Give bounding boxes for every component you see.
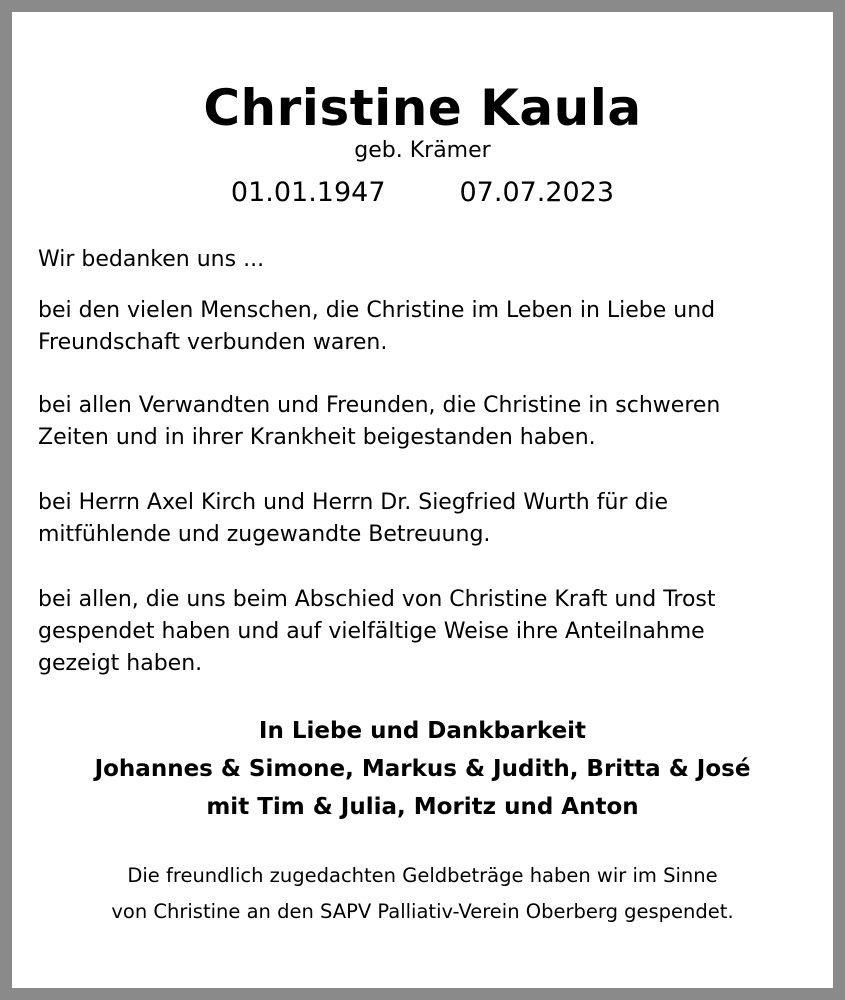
paragraph-line: gespendet haben und auf vielfältige Weise ihre Anteilnahme (38, 619, 705, 644)
paragraph-line: bei Herrn Axel Kirch und Herrn Dr. Siegfried Wurth für die (38, 490, 669, 515)
paragraph-line: bei den vielen Menschen, die Christine im Leben in Liebe und (38, 298, 716, 323)
thanks-intro: Wir bedanken uns ... (38, 247, 265, 272)
family-names: Johannes & Simone, Markus & Judith, Britta & José (94, 756, 751, 782)
death-date: 07.07.2023 (459, 177, 615, 208)
donation-note-line: von Christine an den SAPV Palliativ-Verein Oberberg gespendet. (111, 900, 734, 923)
family-names: mit Tim & Julia, Moritz und Anton (206, 794, 639, 820)
paragraph-line: Zeiten und in ihrer Krankheit beigestanden haben. (38, 425, 596, 450)
paragraph-line: Freundschaft verbunden waren. (38, 330, 388, 355)
thanks-paragraph (38, 390, 818, 454)
thanks-paragraph (38, 295, 818, 359)
paragraph-line: bei allen, die uns beim Abschied von Christine Kraft und Trost (38, 587, 716, 612)
maiden-name: geb. Krämer (354, 138, 491, 163)
birth-date: 01.01.1947 (230, 177, 386, 208)
donation-note-line: Die freundlich zugedachten Geldbeträge haben wir im Sinne (127, 864, 718, 887)
thanks-paragraph (38, 487, 818, 551)
closing-line: In Liebe und Dankbarkeit (258, 718, 587, 744)
paragraph-line: gezeigt haben. (38, 651, 203, 676)
paragraph-line: mitfühlende und zugewandte Betreuung. (38, 522, 491, 547)
paragraph-line: bei allen Verwandten und Freunden, die Christine in schweren (38, 393, 721, 418)
thanks-paragraph (38, 584, 818, 680)
life-dates (0, 176, 845, 210)
donation-note (0, 858, 845, 930)
closing-signature (0, 712, 845, 826)
deceased-name: Christine Kaula (203, 79, 642, 137)
